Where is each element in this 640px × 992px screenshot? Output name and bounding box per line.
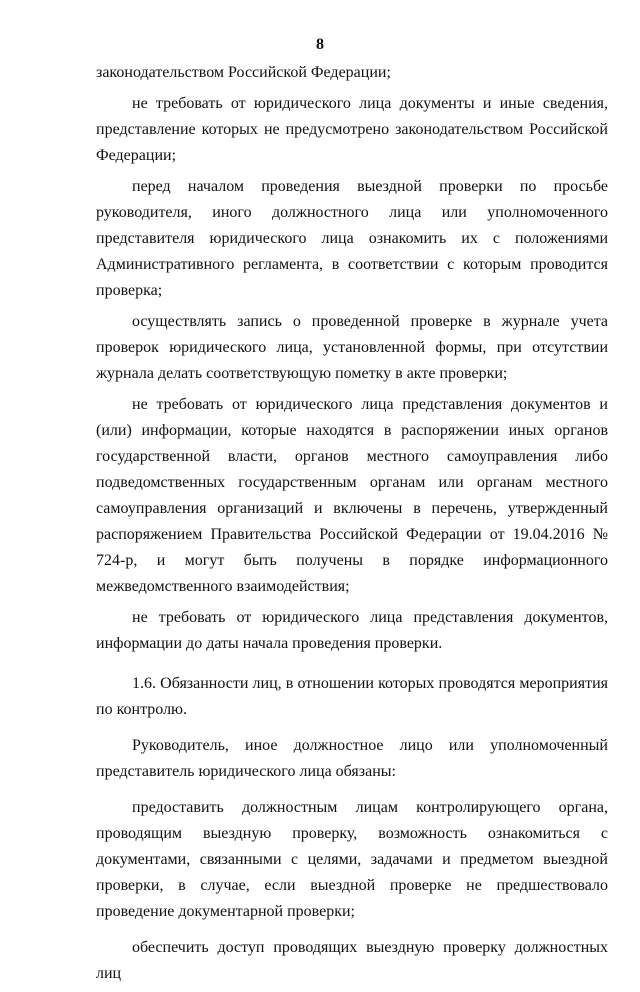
paragraph-ensure-access: обеспечить доступ проводящих выездную проверку должностных лиц: [96, 939, 608, 982]
section-heading-1-6: 1.6. Обязанности лиц, в отношении которых проводятся мероприятия по контролю.: [96, 675, 608, 718]
paragraph-no-documents-before-start: не требовать от юридического лица представления документов, информации до даты начала проведения проверки.: [96, 609, 608, 652]
paragraph-continuation: законодательством Российской Федерации;: [96, 64, 391, 81]
paragraph-provide-access-documents: предоставить должностным лицам контролирующего органа, проводящим выездную проверку, возможность ознакомиться с документами, связанными с целями, задачами и предметом выездной проверки, в случае, если выездной проверке не предшествовало проведение документарной проверки;: [96, 799, 608, 920]
paragraph-no-extra-documents: не требовать от юридического лица документы и иные сведения, представление которых не предусмотрено законодательством Российской Федерации;: [96, 95, 608, 164]
document-body: [96, 60, 608, 992]
paragraph-familiarize-regulations: перед началом проведения выездной проверки по просьбе руководителя, иного должностного лица или уполномоченного представителя юридического лица ознакомить их с положениями Административного регламента, в соответствии с которым проводится проверка;: [96, 178, 608, 299]
paragraph-no-interagency-documents: не требовать от юридического лица представления документов и (или) информации, которые находятся в распоряжении иных органов государственной власти, органов местного самоуправления либо подведомственных государственным органам или органам местного самоуправления организаций и включены в перечень, утвержденный распоряжением Правительства Российской Федерации от 19.04.2016 № 724-р, и могут быть получены в порядке информационного межведомственного взаимодействия;: [96, 396, 608, 595]
page-number: 8: [316, 36, 324, 53]
paragraph-inspection-log-entry: осуществлять запись о проведенной проверке в журнале учета проверок юридического лица, установленной формы, при отсутствии журнала делать соответствующую пометку в акте проверки;: [96, 313, 608, 382]
paragraph-obligated-persons: Руководитель, иное должностное лицо или уполномоченный представитель юридического лица обязаны:: [96, 737, 608, 780]
